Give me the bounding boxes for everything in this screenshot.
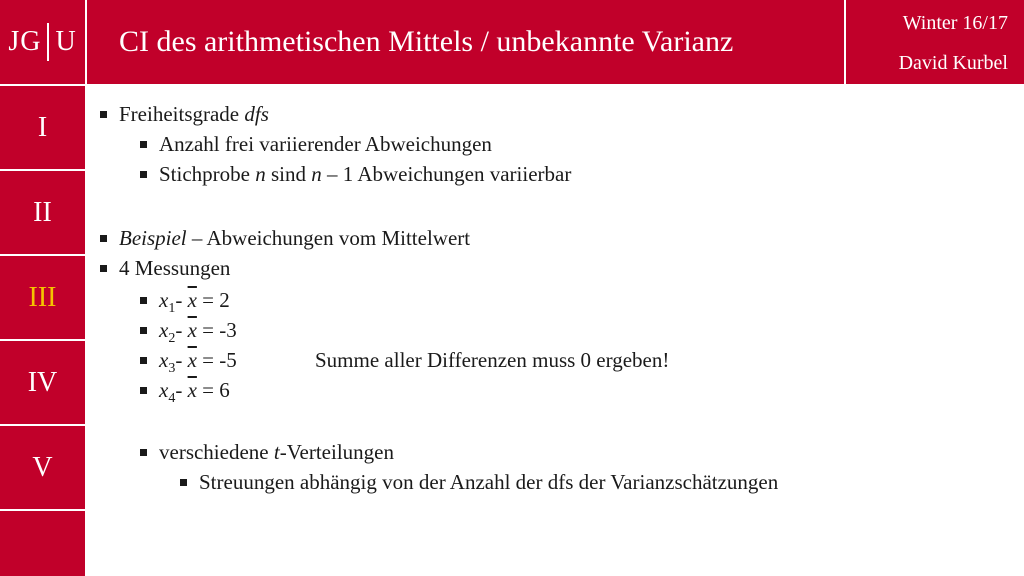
university-logo	[0, 0, 85, 84]
nav-chapter-4[interactable]: IV	[0, 341, 85, 426]
slide-meta-bar	[846, 0, 1024, 84]
bullet-measurements: 4 Messungen	[100, 254, 230, 282]
equation-2: $x_2-$ $\overline{x} = -3$	[140, 316, 237, 353]
bullet-square-icon	[100, 235, 107, 242]
nav-chapter-3[interactable]: III	[0, 256, 85, 341]
bullet-square-icon	[140, 141, 147, 148]
sum-note: Summe aller Differenzen muss 0 ergeben!	[315, 348, 670, 372]
equation-1: $x_1-$ $\overline{x} = 2$	[140, 286, 230, 323]
bullet-dfs-sub2: Stichprobe n sind n – 1 Abweichungen variierbar	[140, 160, 571, 188]
bullet-square-icon	[140, 449, 147, 456]
bullet-square-icon	[140, 387, 147, 394]
equation-3: $x_3-$ $\overline{x} = -5$	[140, 346, 237, 383]
logo-text-left: JG	[8, 26, 42, 57]
slide-title: CI des arithmetischen Mittels / unbekannte Varianz	[119, 25, 734, 58]
nav-chapter-1[interactable]: I	[0, 86, 85, 171]
bullet-t-distributions-sub: Streuungen abhängig von der Anzahl der dfs der Varianzschätzungen	[180, 468, 778, 496]
bullet-square-icon	[140, 327, 147, 334]
bullet-square-icon	[100, 265, 107, 272]
bullet-t-distributions: verschiedene t-Verteilungen	[140, 438, 394, 466]
bullet-dfs: Freiheitsgrade dfs	[100, 100, 269, 128]
chapter-sidebar	[0, 86, 85, 576]
bullet-square-icon	[140, 171, 147, 178]
bullet-square-icon	[100, 111, 107, 118]
bullet-square-icon	[140, 357, 147, 364]
nav-chapter-2[interactable]: II	[0, 171, 85, 256]
equation-4: $x_4-$ $\overline{x} = 6$	[140, 376, 230, 413]
slide-title-bar	[87, 0, 844, 84]
logo-text-right: U	[55, 26, 77, 57]
nav-chapter-5[interactable]: V	[0, 426, 85, 511]
semester-label: Winter 16/17	[902, 12, 1008, 34]
bullet-example: Beispiel – Abweichungen vom Mittelwert	[100, 224, 470, 252]
bullet-square-icon	[140, 297, 147, 304]
author-label: David Kurbel	[898, 52, 1008, 74]
logo-divider	[47, 23, 49, 61]
bullet-square-icon	[180, 479, 187, 486]
bullet-dfs-sub1: Anzahl frei variierender Abweichungen	[140, 130, 492, 158]
